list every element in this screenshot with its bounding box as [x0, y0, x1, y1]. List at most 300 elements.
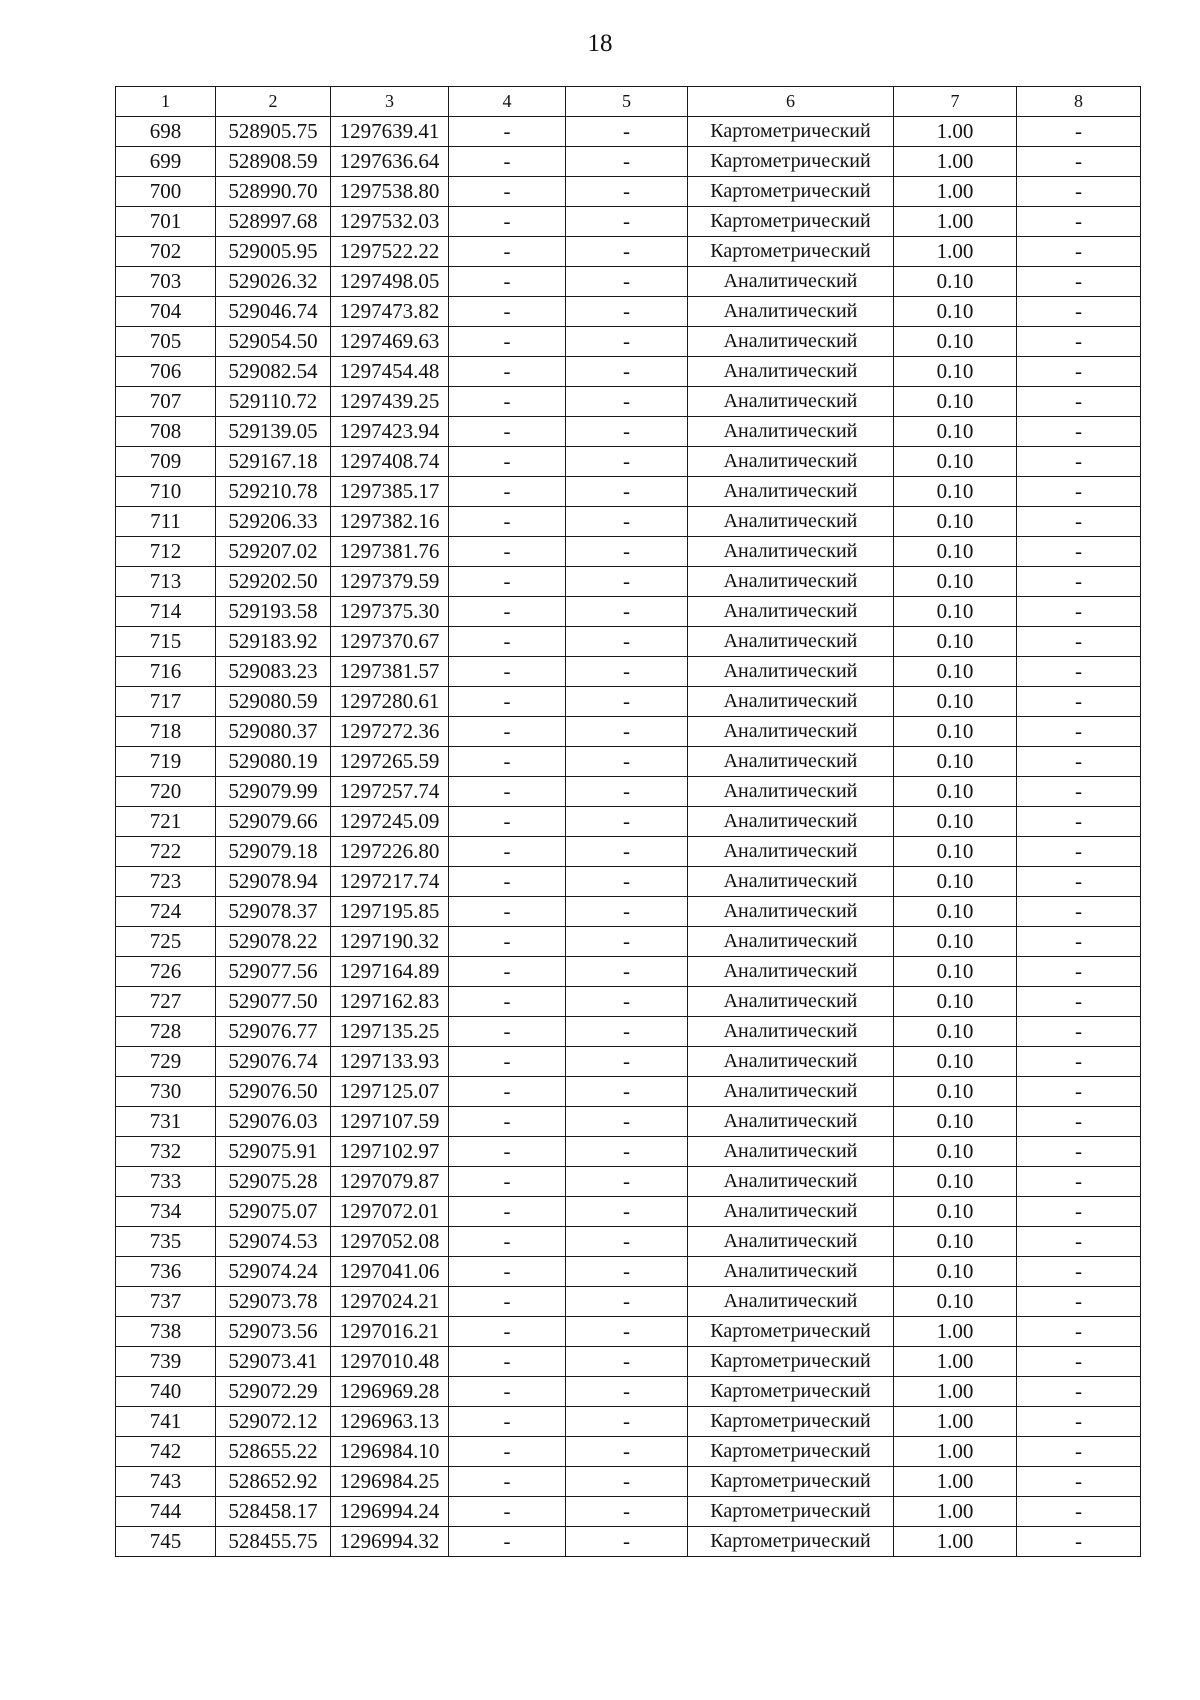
column-8-cell: - [1017, 867, 1141, 897]
column-4-cell: - [449, 897, 566, 927]
table-row [116, 357, 1141, 387]
point-number-cell: 723 [116, 867, 216, 897]
accuracy-cell: 0.10 [894, 507, 1017, 537]
column-8-cell: - [1017, 1317, 1141, 1347]
point-number-cell: 725 [116, 927, 216, 957]
column-8-cell: - [1017, 567, 1141, 597]
y-coordinate-cell: 1297102.97 [331, 1137, 449, 1167]
method-cell: Аналитический [688, 1107, 894, 1137]
accuracy-cell: 1.00 [894, 1497, 1017, 1527]
y-coordinate-cell: 1297190.32 [331, 927, 449, 957]
column-8-cell: - [1017, 537, 1141, 567]
column-5-cell: - [566, 327, 688, 357]
point-number-cell: 716 [116, 657, 216, 687]
column-5-cell: - [566, 1497, 688, 1527]
column-5-cell: - [566, 1107, 688, 1137]
column-4-cell: - [449, 1197, 566, 1227]
column-5-cell: - [566, 177, 688, 207]
table-row [116, 867, 1141, 897]
method-cell: Аналитический [688, 687, 894, 717]
point-number-cell: 730 [116, 1077, 216, 1107]
x-coordinate-cell: 529193.58 [216, 597, 331, 627]
y-coordinate-cell: 1297016.21 [331, 1317, 449, 1347]
column-5-cell: - [566, 147, 688, 177]
column-header: 6 [688, 87, 894, 117]
y-coordinate-cell: 1297024.21 [331, 1287, 449, 1317]
column-8-cell: - [1017, 1227, 1141, 1257]
point-number-cell: 700 [116, 177, 216, 207]
point-number-cell: 719 [116, 747, 216, 777]
accuracy-cell: 0.10 [894, 387, 1017, 417]
point-number-cell: 727 [116, 987, 216, 1017]
table-row [116, 1077, 1141, 1107]
y-coordinate-cell: 1297375.30 [331, 597, 449, 627]
method-cell: Аналитический [688, 357, 894, 387]
point-number-cell: 712 [116, 537, 216, 567]
column-4-cell: - [449, 807, 566, 837]
column-header: 8 [1017, 87, 1141, 117]
method-cell: Аналитический [688, 837, 894, 867]
table-row [116, 207, 1141, 237]
method-cell: Аналитический [688, 1077, 894, 1107]
method-cell: Аналитический [688, 387, 894, 417]
y-coordinate-cell: 1297532.03 [331, 207, 449, 237]
y-coordinate-cell: 1297010.48 [331, 1347, 449, 1377]
column-4-cell: - [449, 1437, 566, 1467]
column-4-cell: - [449, 327, 566, 357]
y-coordinate-cell: 1297454.48 [331, 357, 449, 387]
method-cell: Картометрический [688, 177, 894, 207]
method-cell: Аналитический [688, 1197, 894, 1227]
x-coordinate-cell: 528990.70 [216, 177, 331, 207]
column-5-cell: - [566, 1527, 688, 1557]
column-8-cell: - [1017, 957, 1141, 987]
accuracy-cell: 0.10 [894, 867, 1017, 897]
column-4-cell: - [449, 177, 566, 207]
x-coordinate-cell: 529183.92 [216, 627, 331, 657]
table-body [116, 117, 1141, 1557]
x-coordinate-cell: 529073.56 [216, 1317, 331, 1347]
table-row [116, 447, 1141, 477]
method-cell: Аналитический [688, 1227, 894, 1257]
point-number-cell: 705 [116, 327, 216, 357]
column-8-cell: - [1017, 777, 1141, 807]
column-8-cell: - [1017, 657, 1141, 687]
method-cell: Аналитический [688, 297, 894, 327]
x-coordinate-cell: 529083.23 [216, 657, 331, 687]
accuracy-cell: 1.00 [894, 117, 1017, 147]
method-cell: Картометрический [688, 1467, 894, 1497]
method-cell: Картометрический [688, 1347, 894, 1377]
method-cell: Аналитический [688, 477, 894, 507]
x-coordinate-cell: 528455.75 [216, 1527, 331, 1557]
accuracy-cell: 0.10 [894, 1197, 1017, 1227]
column-8-cell: - [1017, 237, 1141, 267]
point-number-cell: 718 [116, 717, 216, 747]
x-coordinate-cell: 529210.78 [216, 477, 331, 507]
table-row [116, 1107, 1141, 1137]
column-4-cell: - [449, 717, 566, 747]
method-cell: Аналитический [688, 267, 894, 297]
point-number-cell: 745 [116, 1527, 216, 1557]
column-4-cell: - [449, 237, 566, 267]
point-number-cell: 721 [116, 807, 216, 837]
point-number-cell: 706 [116, 357, 216, 387]
column-5-cell: - [566, 957, 688, 987]
method-cell: Аналитический [688, 1137, 894, 1167]
x-coordinate-cell: 529074.24 [216, 1257, 331, 1287]
x-coordinate-cell: 529077.56 [216, 957, 331, 987]
column-4-cell: - [449, 1017, 566, 1047]
point-number-cell: 722 [116, 837, 216, 867]
x-coordinate-cell: 529075.07 [216, 1197, 331, 1227]
column-4-cell: - [449, 867, 566, 897]
x-coordinate-cell: 529078.37 [216, 897, 331, 927]
method-cell: Аналитический [688, 807, 894, 837]
table-header [116, 87, 1141, 117]
x-coordinate-cell: 529079.99 [216, 777, 331, 807]
accuracy-cell: 0.10 [894, 1077, 1017, 1107]
point-number-cell: 733 [116, 1167, 216, 1197]
table-row [116, 897, 1141, 927]
column-4-cell: - [449, 507, 566, 537]
column-8-cell: - [1017, 387, 1141, 417]
table-row [116, 1407, 1141, 1437]
method-cell: Картометрический [688, 1407, 894, 1437]
x-coordinate-cell: 529080.37 [216, 717, 331, 747]
accuracy-cell: 1.00 [894, 147, 1017, 177]
point-number-cell: 699 [116, 147, 216, 177]
table-row [116, 987, 1141, 1017]
column-5-cell: - [566, 267, 688, 297]
x-coordinate-cell: 529167.18 [216, 447, 331, 477]
column-8-cell: - [1017, 1167, 1141, 1197]
y-coordinate-cell: 1296994.32 [331, 1527, 449, 1557]
table-row [116, 1317, 1141, 1347]
table-row [116, 1497, 1141, 1527]
column-4-cell: - [449, 957, 566, 987]
x-coordinate-cell: 528908.59 [216, 147, 331, 177]
y-coordinate-cell: 1297226.80 [331, 837, 449, 867]
column-header: 2 [216, 87, 331, 117]
column-8-cell: - [1017, 987, 1141, 1017]
accuracy-cell: 0.10 [894, 1167, 1017, 1197]
point-number-cell: 708 [116, 417, 216, 447]
method-cell: Аналитический [688, 1017, 894, 1047]
table-row [116, 1437, 1141, 1467]
column-5-cell: - [566, 897, 688, 927]
y-coordinate-cell: 1297498.05 [331, 267, 449, 297]
accuracy-cell: 0.10 [894, 897, 1017, 927]
column-4-cell: - [449, 1527, 566, 1557]
point-number-cell: 744 [116, 1497, 216, 1527]
column-5-cell: - [566, 987, 688, 1017]
x-coordinate-cell: 529078.94 [216, 867, 331, 897]
column-8-cell: - [1017, 1107, 1141, 1137]
column-8-cell: - [1017, 507, 1141, 537]
point-number-cell: 734 [116, 1197, 216, 1227]
column-5-cell: - [566, 1017, 688, 1047]
x-coordinate-cell: 529074.53 [216, 1227, 331, 1257]
method-cell: Аналитический [688, 657, 894, 687]
point-number-cell: 702 [116, 237, 216, 267]
point-number-cell: 735 [116, 1227, 216, 1257]
column-8-cell: - [1017, 1467, 1141, 1497]
column-8-cell: - [1017, 1407, 1141, 1437]
y-coordinate-cell: 1297408.74 [331, 447, 449, 477]
column-5-cell: - [566, 477, 688, 507]
x-coordinate-cell: 529207.02 [216, 537, 331, 567]
column-8-cell: - [1017, 177, 1141, 207]
x-coordinate-cell: 529076.50 [216, 1077, 331, 1107]
accuracy-cell: 0.10 [894, 1227, 1017, 1257]
point-number-cell: 736 [116, 1257, 216, 1287]
column-4-cell: - [449, 1167, 566, 1197]
accuracy-cell: 0.10 [894, 597, 1017, 627]
column-8-cell: - [1017, 1497, 1141, 1527]
method-cell: Аналитический [688, 1047, 894, 1077]
y-coordinate-cell: 1297041.06 [331, 1257, 449, 1287]
y-coordinate-cell: 1296994.24 [331, 1497, 449, 1527]
y-coordinate-cell: 1297125.07 [331, 1077, 449, 1107]
column-5-cell: - [566, 807, 688, 837]
accuracy-cell: 1.00 [894, 1347, 1017, 1377]
y-coordinate-cell: 1297133.93 [331, 1047, 449, 1077]
point-number-cell: 711 [116, 507, 216, 537]
column-4-cell: - [449, 297, 566, 327]
accuracy-cell: 0.10 [894, 1137, 1017, 1167]
column-8-cell: - [1017, 477, 1141, 507]
column-8-cell: - [1017, 1077, 1141, 1107]
x-coordinate-cell: 529046.74 [216, 297, 331, 327]
table-row [116, 1227, 1141, 1257]
method-cell: Картометрический [688, 1317, 894, 1347]
point-number-cell: 701 [116, 207, 216, 237]
column-8-cell: - [1017, 1137, 1141, 1167]
accuracy-cell: 0.10 [894, 267, 1017, 297]
table-row [116, 1257, 1141, 1287]
column-8-cell: - [1017, 687, 1141, 717]
x-coordinate-cell: 529054.50 [216, 327, 331, 357]
column-4-cell: - [449, 357, 566, 387]
y-coordinate-cell: 1297265.59 [331, 747, 449, 777]
table-row [116, 267, 1141, 297]
column-8-cell: - [1017, 1047, 1141, 1077]
x-coordinate-cell: 529206.33 [216, 507, 331, 537]
x-coordinate-cell: 528655.22 [216, 1437, 331, 1467]
x-coordinate-cell: 529075.28 [216, 1167, 331, 1197]
table-row [116, 237, 1141, 267]
column-8-cell: - [1017, 1527, 1141, 1557]
column-header: 7 [894, 87, 1017, 117]
table-row [116, 927, 1141, 957]
accuracy-cell: 1.00 [894, 237, 1017, 267]
column-5-cell: - [566, 687, 688, 717]
point-number-cell: 742 [116, 1437, 216, 1467]
column-4-cell: - [449, 117, 566, 147]
table-row [116, 957, 1141, 987]
column-4-cell: - [449, 627, 566, 657]
y-coordinate-cell: 1297072.01 [331, 1197, 449, 1227]
column-8-cell: - [1017, 1287, 1141, 1317]
x-coordinate-cell: 528905.75 [216, 117, 331, 147]
column-8-cell: - [1017, 297, 1141, 327]
y-coordinate-cell: 1297381.57 [331, 657, 449, 687]
accuracy-cell: 0.10 [894, 357, 1017, 387]
table-row [116, 537, 1141, 567]
y-coordinate-cell: 1297052.08 [331, 1227, 449, 1257]
method-cell: Аналитический [688, 867, 894, 897]
y-coordinate-cell: 1297107.59 [331, 1107, 449, 1137]
column-8-cell: - [1017, 357, 1141, 387]
y-coordinate-cell: 1297538.80 [331, 177, 449, 207]
column-4-cell: - [449, 477, 566, 507]
column-5-cell: - [566, 717, 688, 747]
point-number-cell: 739 [116, 1347, 216, 1377]
y-coordinate-cell: 1297079.87 [331, 1167, 449, 1197]
accuracy-cell: 1.00 [894, 1317, 1017, 1347]
column-4-cell: - [449, 837, 566, 867]
x-coordinate-cell: 529076.77 [216, 1017, 331, 1047]
accuracy-cell: 0.10 [894, 1017, 1017, 1047]
method-cell: Аналитический [688, 1167, 894, 1197]
column-5-cell: - [566, 447, 688, 477]
column-5-cell: - [566, 1137, 688, 1167]
column-4-cell: - [449, 777, 566, 807]
column-8-cell: - [1017, 927, 1141, 957]
column-4-cell: - [449, 1407, 566, 1437]
accuracy-cell: 0.10 [894, 927, 1017, 957]
column-8-cell: - [1017, 1377, 1141, 1407]
method-cell: Аналитический [688, 987, 894, 1017]
point-number-cell: 731 [116, 1107, 216, 1137]
table-row [116, 807, 1141, 837]
y-coordinate-cell: 1297385.17 [331, 477, 449, 507]
x-coordinate-cell: 528458.17 [216, 1497, 331, 1527]
accuracy-cell: 0.10 [894, 447, 1017, 477]
y-coordinate-cell: 1297522.22 [331, 237, 449, 267]
table-row [116, 477, 1141, 507]
table-row [116, 327, 1141, 357]
y-coordinate-cell: 1297164.89 [331, 957, 449, 987]
accuracy-cell: 1.00 [894, 1437, 1017, 1467]
column-5-cell: - [566, 417, 688, 447]
y-coordinate-cell: 1296963.13 [331, 1407, 449, 1437]
x-coordinate-cell: 529082.54 [216, 357, 331, 387]
column-8-cell: - [1017, 447, 1141, 477]
method-cell: Аналитический [688, 1257, 894, 1287]
x-coordinate-cell: 529072.12 [216, 1407, 331, 1437]
table-row [116, 1347, 1141, 1377]
x-coordinate-cell: 528652.92 [216, 1467, 331, 1497]
y-coordinate-cell: 1297382.16 [331, 507, 449, 537]
column-4-cell: - [449, 1107, 566, 1137]
column-8-cell: - [1017, 717, 1141, 747]
table-row [116, 147, 1141, 177]
column-4-cell: - [449, 1347, 566, 1377]
y-coordinate-cell: 1297135.25 [331, 1017, 449, 1047]
accuracy-cell: 0.10 [894, 1107, 1017, 1137]
y-coordinate-cell: 1296969.28 [331, 1377, 449, 1407]
column-5-cell: - [566, 1377, 688, 1407]
method-cell: Аналитический [688, 327, 894, 357]
table-row [116, 417, 1141, 447]
x-coordinate-cell: 529072.29 [216, 1377, 331, 1407]
column-8-cell: - [1017, 897, 1141, 927]
accuracy-cell: 0.10 [894, 687, 1017, 717]
column-5-cell: - [566, 1467, 688, 1497]
x-coordinate-cell: 529139.05 [216, 417, 331, 447]
column-4-cell: - [449, 1227, 566, 1257]
x-coordinate-cell: 529077.50 [216, 987, 331, 1017]
column-5-cell: - [566, 1077, 688, 1107]
column-8-cell: - [1017, 117, 1141, 147]
column-4-cell: - [449, 537, 566, 567]
column-8-cell: - [1017, 837, 1141, 867]
column-4-cell: - [449, 1257, 566, 1287]
column-5-cell: - [566, 1287, 688, 1317]
x-coordinate-cell: 529026.32 [216, 267, 331, 297]
accuracy-cell: 0.10 [894, 657, 1017, 687]
accuracy-cell: 1.00 [894, 1467, 1017, 1497]
column-8-cell: - [1017, 207, 1141, 237]
column-5-cell: - [566, 597, 688, 627]
table-row [116, 567, 1141, 597]
column-5-cell: - [566, 387, 688, 417]
point-number-cell: 710 [116, 477, 216, 507]
column-5-cell: - [566, 507, 688, 537]
point-number-cell: 720 [116, 777, 216, 807]
y-coordinate-cell: 1297473.82 [331, 297, 449, 327]
method-cell: Картометрический [688, 207, 894, 237]
page-number: 18 [587, 30, 613, 57]
point-number-cell: 738 [116, 1317, 216, 1347]
point-number-cell: 707 [116, 387, 216, 417]
table-row [116, 627, 1141, 657]
method-cell: Аналитический [688, 567, 894, 597]
column-4-cell: - [449, 1287, 566, 1317]
x-coordinate-cell: 529076.03 [216, 1107, 331, 1137]
column-5-cell: - [566, 657, 688, 687]
column-8-cell: - [1017, 1437, 1141, 1467]
table-row [116, 687, 1141, 717]
x-coordinate-cell: 529079.18 [216, 837, 331, 867]
column-8-cell: - [1017, 1257, 1141, 1287]
column-5-cell: - [566, 777, 688, 807]
point-number-cell: 728 [116, 1017, 216, 1047]
column-8-cell: - [1017, 267, 1141, 297]
column-8-cell: - [1017, 1017, 1141, 1047]
method-cell: Аналитический [688, 747, 894, 777]
y-coordinate-cell: 1296984.25 [331, 1467, 449, 1497]
column-4-cell: - [449, 1497, 566, 1527]
point-number-cell: 724 [116, 897, 216, 927]
y-coordinate-cell: 1297257.74 [331, 777, 449, 807]
column-header: 3 [331, 87, 449, 117]
y-coordinate-cell: 1297639.41 [331, 117, 449, 147]
column-5-cell: - [566, 1347, 688, 1377]
x-coordinate-cell: 529110.72 [216, 387, 331, 417]
accuracy-cell: 0.10 [894, 1287, 1017, 1317]
column-4-cell: - [449, 567, 566, 597]
column-4-cell: - [449, 1077, 566, 1107]
table-row [116, 717, 1141, 747]
method-cell: Картометрический [688, 117, 894, 147]
table-row [116, 837, 1141, 867]
accuracy-cell: 0.10 [894, 747, 1017, 777]
column-4-cell: - [449, 597, 566, 627]
y-coordinate-cell: 1297370.67 [331, 627, 449, 657]
